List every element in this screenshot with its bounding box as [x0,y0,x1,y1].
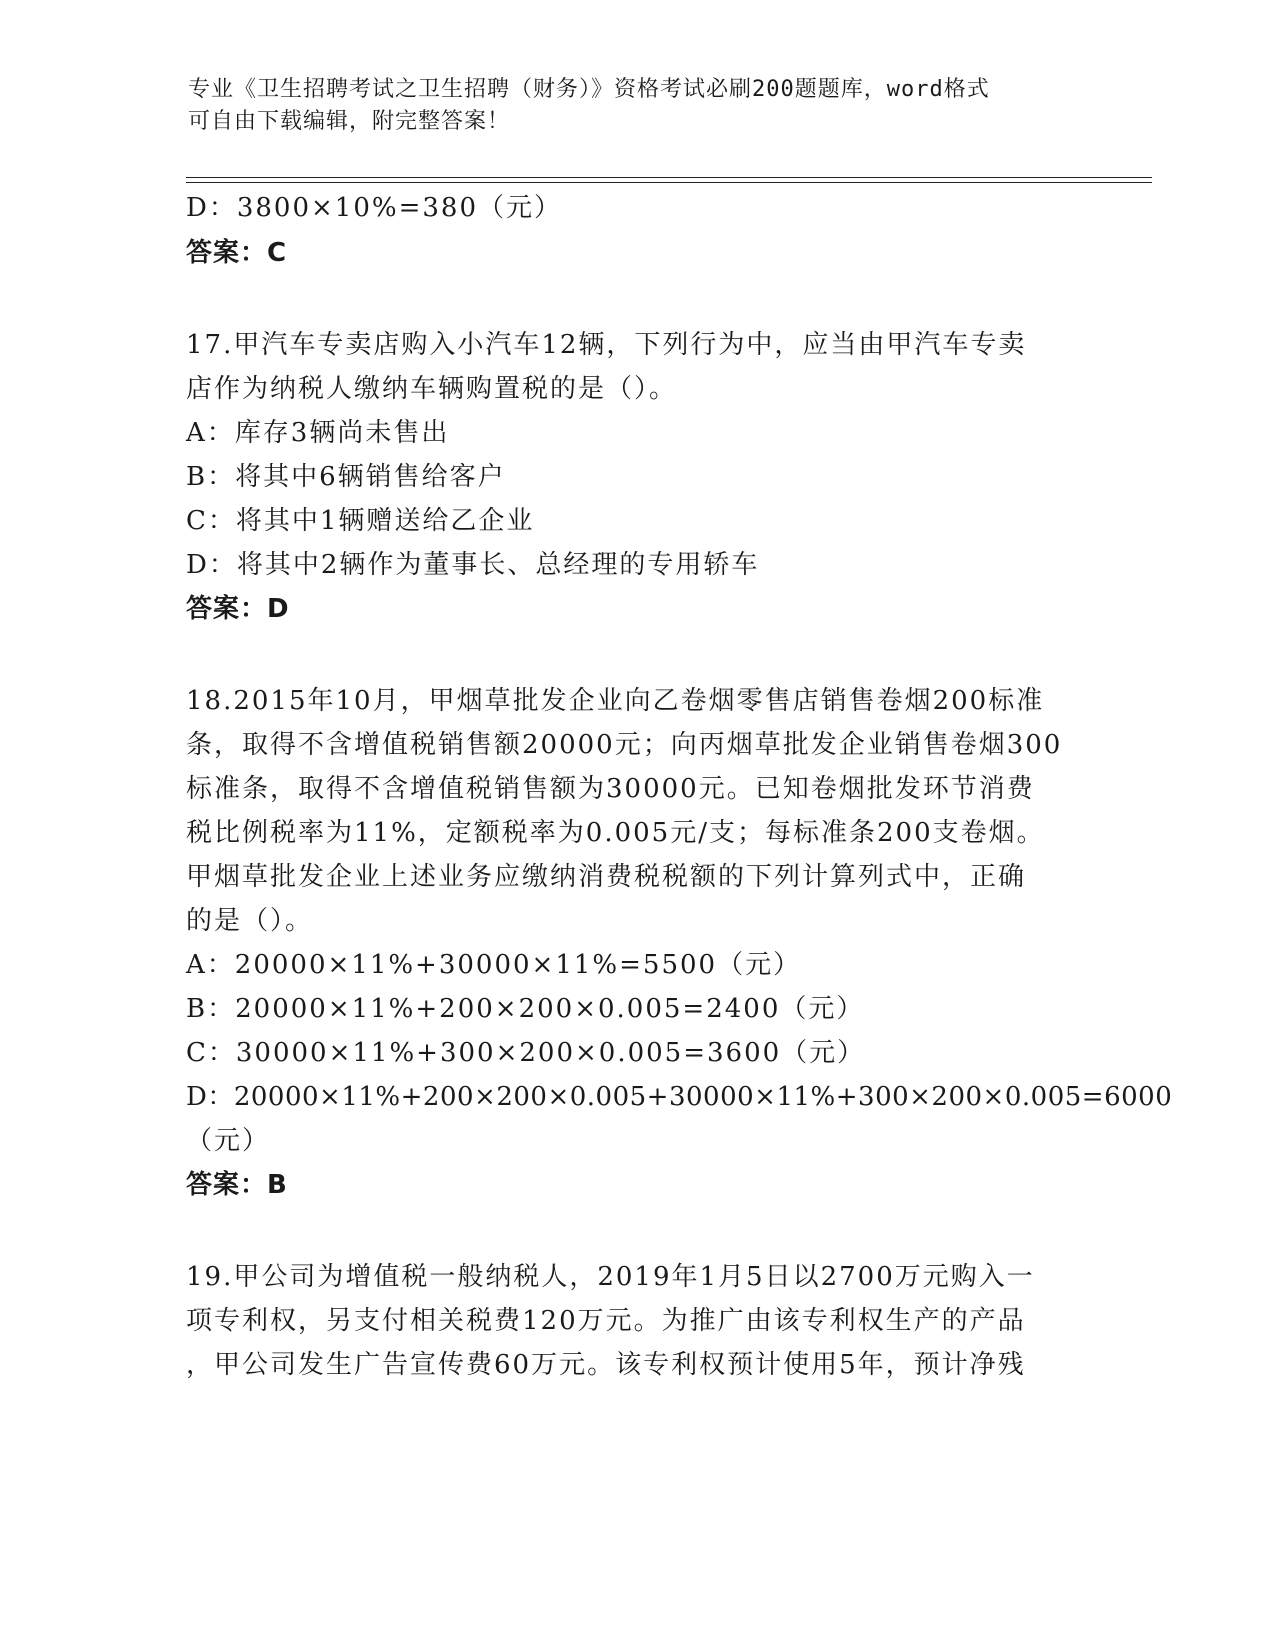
q18-stem-line-4: 税比例税率为11%，定额税率为0.005元/支；每标准条200支卷烟。 [186,818,1045,848]
q16-option-d: D：3800×10%=380（元） [186,193,562,223]
q18-option-d-line-2: （元） [186,1126,271,1156]
q17-option-b: B：将其中6辆销售给客户 [186,462,506,492]
q17-answer: 答案：D [186,594,290,624]
q18-option-a: A：20000×11%+30000×11%=5500（元） [186,950,802,980]
q18-option-c: C：30000×11%+300×200×0.005=3600（元） [186,1038,866,1068]
q17-option-d: D：将其中2辆作为董事长、总经理的专用轿车 [186,550,760,580]
q18-stem-line-3: 标准条，取得不含增值税销售额为30000元。已知卷烟批发环节消费 [186,774,1035,804]
q16-answer: 答案：C [186,238,288,268]
header-title-line-2: 可自由下载编辑，附完整答案！ [188,109,511,134]
q18-stem-line-6: 的是（）。 [186,906,314,936]
header-divider-bottom [186,182,1152,183]
q17-option-c: C：将其中1辆赠送给乙企业 [186,506,535,536]
q17-option-a: A：库存3辆尚未售出 [186,418,450,448]
q19-stem-line-2: 项专利权，另支付相关税费120万元。为推广由该专利权生产的产品 [186,1306,1026,1336]
q18-stem-line-5: 甲烟草批发企业上述业务应缴纳消费税税额的下列计算列式中，正确 [186,862,1027,892]
header-divider-top [186,177,1152,178]
q18-answer: 答案：B [186,1170,288,1200]
q18-stem-line-2: 条，取得不含增值税销售额20000元；向丙烟草批发企业销售卷烟300 [186,730,1063,760]
q17-stem-line-1: 17.甲汽车专卖店购入小汽车12辆，下列行为中，应当由甲汽车专卖 [186,330,1027,360]
page-header [188,74,1068,138]
q18-option-b: B：20000×11%+200×200×0.005=2400（元） [186,994,865,1024]
q17-stem-line-2: 店作为纳税人缴纳车辆购置税的是（）。 [186,374,678,404]
q18-option-d-line-1: D：20000×11%+200×200×0.005+30000×11%+300×200×0.005=6000 [186,1082,1173,1112]
header-title-line-1: 专业《卫生招聘考试之卫生招聘（财务）》资格考试必刷200题题库，word格式 [188,77,990,102]
q19-stem-line-1: 19.甲公司为增值税一般纳税人，2019年1月5日以2700万元购入一 [186,1262,1035,1292]
q18-stem-line-1: 18.2015年10月，甲烟草批发企业向乙卷烟零售店销售卷烟200标准 [186,686,1045,716]
q19-stem-line-3: ，甲公司发生广告宣传费60万元。该专利权预计使用5年，预计净残 [186,1350,1026,1380]
